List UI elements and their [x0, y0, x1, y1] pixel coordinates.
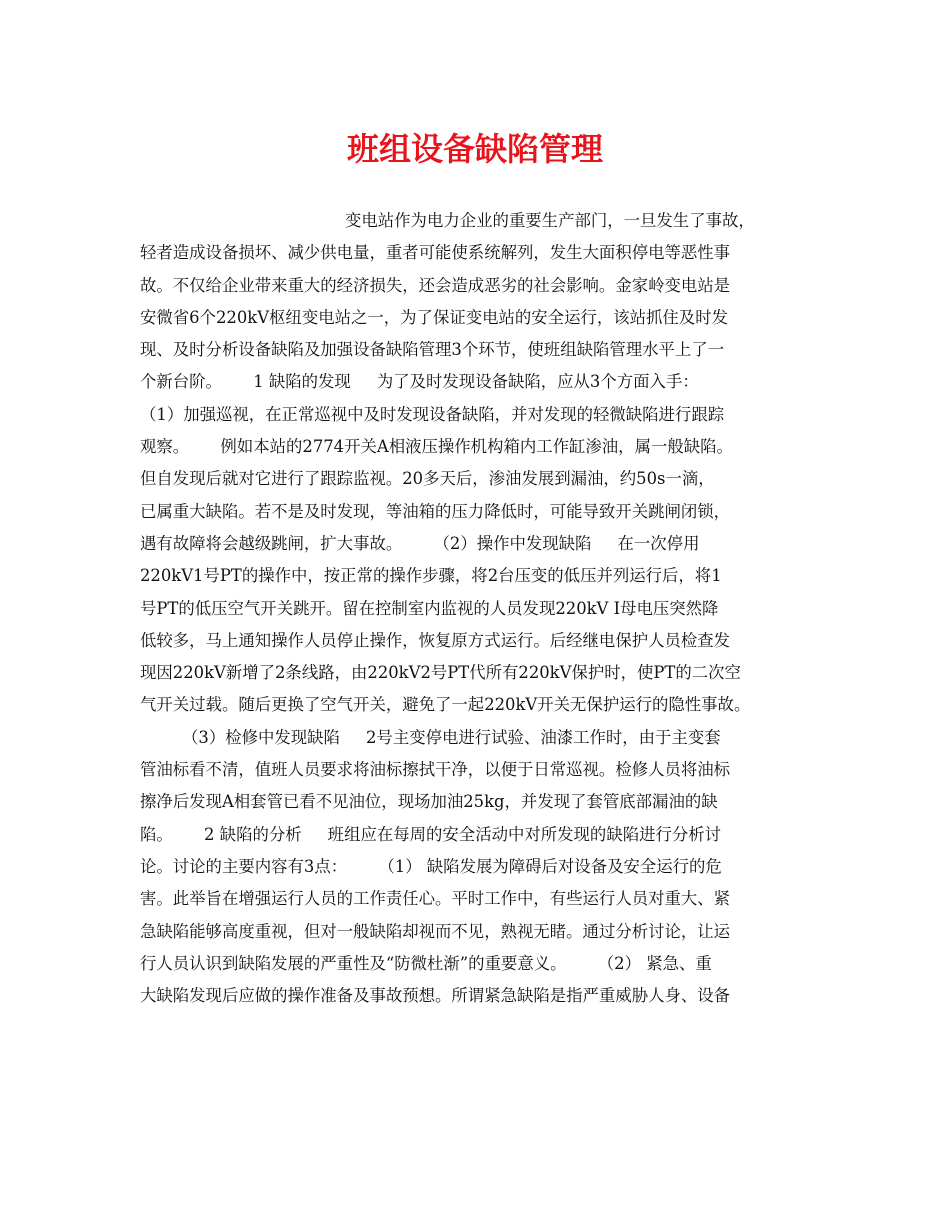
body-line: 220kV1号PT的操作中，按正常的操作步骤，将2台压变的低压并列运行后，将1: [140, 566, 722, 586]
body-line: 现、及时分析设备缺陷及加强设备缺陷管理3个环节，使班组缺陷管理水平上了一: [140, 340, 725, 360]
body-line: 现因220kV新增了2条线路，由220kV2号PT代所有220kV保护时，使PT的二次空: [140, 663, 741, 683]
body-line: 已属重大缺陷。若不是及时发现，等油箱的压力降低时，可能导致开关跳闸闭锁，: [140, 501, 731, 521]
body-line: 遇有故障将会越级跳闸，扩大事故。 （2）操作中发现缺陷 在一次停用: [140, 533, 700, 553]
body-line: 轻者造成设备损坏、减少供电量，重者可能使系统解列，发生大面积停电等恶性事: [140, 243, 731, 263]
body-line: 安微省6个220kV枢纽变电站之一，为了保证变电站的安全运行，该站抓住及时发: [140, 307, 728, 327]
document-body: [140, 205, 830, 1012]
document-title: 班组设备缺陷管理: [346, 130, 603, 168]
body-line: 但自发现后就对它进行了跟踪监视。20多天后，渗油发展到漏油，约50s一滴，: [140, 469, 715, 489]
body-line: 低较多，马上通知操作人员停止操作，恢复原方式运行。后经继电保护人员检查发: [140, 630, 731, 650]
body-line: 论。讨论的主要内容有3点： （1） 缺陷发展为障碍后对设备及安全运行的危: [140, 856, 722, 876]
body-line: 气开关过载。随后更换了空气开关，避免了一起220kV开关无保护运行的隐性事故。: [140, 695, 751, 715]
body-line: 大缺陷发现后应做的操作准备及事故预想。所谓紧急缺陷是指严重威胁人身、设备: [140, 986, 731, 1006]
body-line: 行人员认识到缺陷发展的严重性及“防微杜渐”的重要意义。 （2） 紧急、重: [140, 953, 712, 973]
body-line: 个新台阶。 1 缺陷的发现 为了及时发现设备缺陷，应从3个方面入手：: [140, 372, 699, 392]
body-line: 害。此举旨在增强运行人员的工作责任心。平时工作中，有些运行人员对重大、紧: [140, 889, 731, 909]
body-line: 故。不仅给企业带来重大的经济损失，还会造成恶劣的社会影响。金家岭变电站是: [140, 275, 731, 295]
body-line: 变电站作为电力企业的重要生产部门，一旦发生了事故，: [345, 211, 755, 230]
body-line: （1）加强巡视，在正常巡视中及时发现设备缺陷，并对发现的轻微缺陷进行跟踪: [140, 404, 725, 424]
body-line: 擦净后发现A相套管已看不见油位，现场加油25kg，并发现了套管底部漏油的缺: [140, 792, 718, 812]
body-line: 观察。 例如本站的2774开关A相液压操作机构箱内工作缸渗油，属一般缺陷。: [140, 437, 733, 457]
body-line: 号PT的低压空气开关跳开。留在控制室内监视的人员发现220kV Ⅰ母电压突然降: [140, 598, 719, 618]
body-line: 陷。 2 缺陷的分析 班组应在每周的安全活动中对所发现的缺陷进行分析讨: [140, 824, 722, 844]
body-line: 急缺陷能够高度重视，但对一般缺陷却视而不见，熟视无睹。通过分析讨论，让运: [140, 921, 731, 941]
body-line: （3）检修中发现缺陷 2号主变停电进行试验、油漆工作时，由于主变套: [182, 727, 721, 747]
body-line: 管油标看不清，值班人员要求将油标擦拭干净，以便于日常巡视。检修人员将油标: [140, 760, 731, 780]
